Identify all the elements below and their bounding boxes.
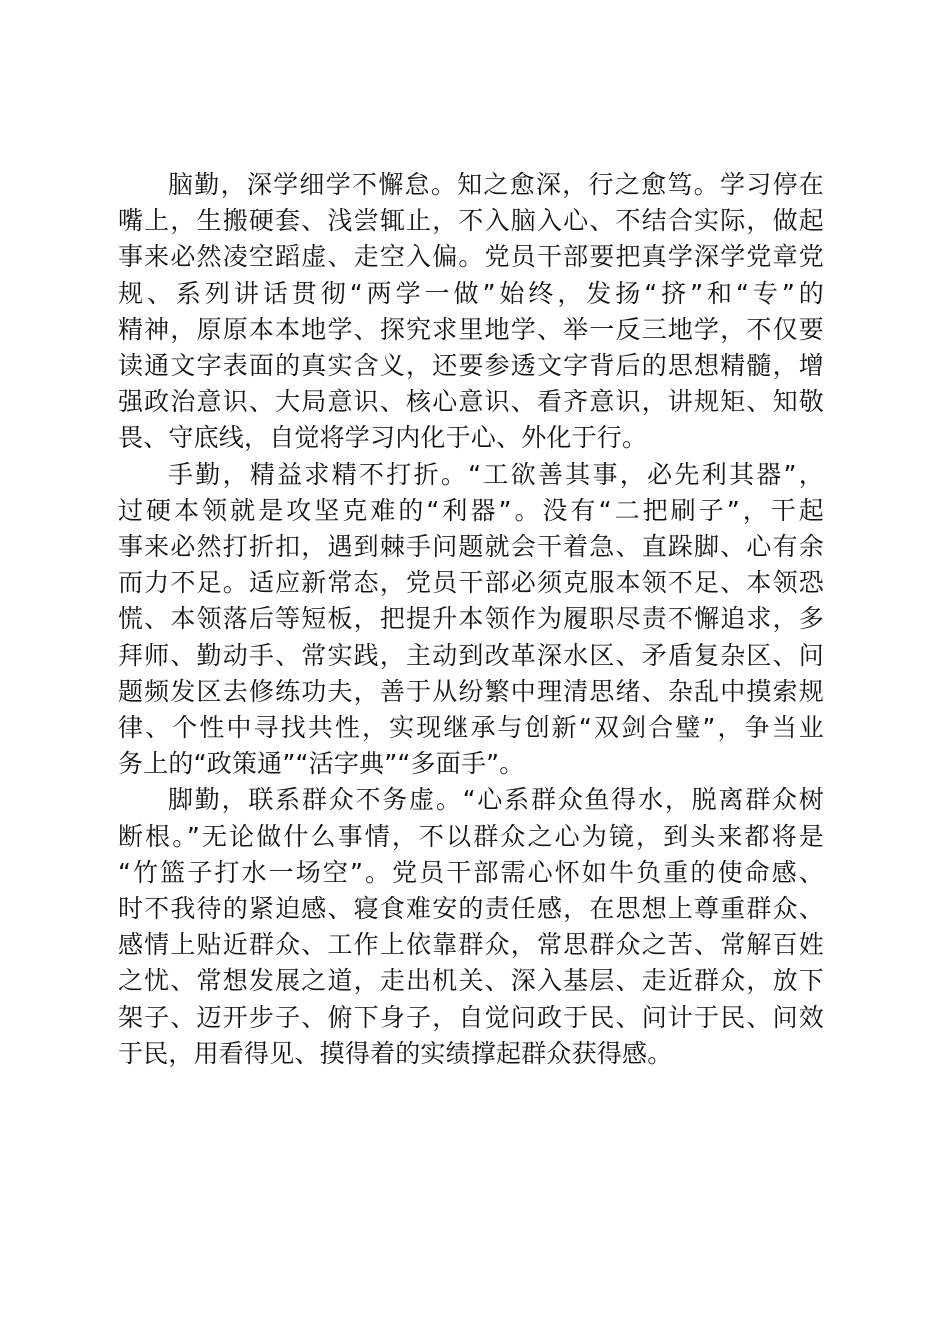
text-line: 事来必然凌空蹈虚、走空入偏。党员干部要把真学深学党章党 <box>118 242 824 272</box>
text-line: 精神，原原本本地学、探究求里地学、举一反三地学，不仅要 <box>118 314 824 344</box>
text-line: 之忧、常想发展之道，走出机关、深入基层、走近群众，放下 <box>118 966 824 996</box>
text-line: 慌、本领落后等短板，把提升本领作为履职尽责不懈追求，多 <box>118 604 824 634</box>
document-body <box>118 167 824 1072</box>
text-line: 感情上贴近群众、工作上依靠群众，常思群众之苦、常解百姓 <box>118 930 824 960</box>
text-line: 强政治意识、大局意识、核心意识、看齐意识，讲规矩、知敬 <box>118 387 824 417</box>
text-line: 脚勤，联系群众不务虚。“心系群众鱼得水，脱离群众树 <box>168 785 824 815</box>
text-line: 而力不足。适应新常态，党员干部必须克服本领不足、本领恐 <box>118 568 824 598</box>
text-line: 事来必然打折扣，遇到棘手问题就会干着急、直跺脚、心有余 <box>118 532 824 562</box>
paragraph-hands <box>118 457 824 783</box>
text-line: 架子、迈开步子、俯下身子，自觉问政于民、问计于民、问效 <box>118 1002 824 1032</box>
text-line: 手勤，精益求精不打折。“工欲善其事，必先利其器”， <box>168 459 824 489</box>
text-line: 脑勤，深学细学不懈怠。知之愈深，行之愈笃。学习停在 <box>168 170 824 199</box>
text-line: 务上的“政策通”“活字典”“多面手”。 <box>118 749 525 779</box>
text-line: 断根。”无论做什么事情，不以群众之心为镜，到头来都将是 <box>118 821 824 851</box>
paragraph-brain <box>118 167 824 457</box>
text-line: “竹篮子打水一场空”。党员干部需心怀如牛负重的使命感、 <box>118 857 824 887</box>
paragraph-feet <box>118 782 824 1072</box>
text-line: 过硬本领就是攻坚克难的“利器”。没有“二把刷子”，干起 <box>118 495 824 525</box>
text-line: 律、个性中寻找共性，实现继承与创新“双剑合璧”，争当业 <box>118 713 824 743</box>
text-line: 嘴上，生搬硬套、浅尝辄止，不入脑入心、不结合实际，做起 <box>118 206 824 236</box>
text-line: 规、系列讲话贯彻“两学一做”始终，发扬“挤”和“专”的 <box>118 278 824 308</box>
text-line: 题频发区去修练功夫，善于从纷繁中理清思绪、杂乱中摸索规 <box>118 676 824 706</box>
text-line: 于民，用看得见、摸得着的实绩撑起群众获得感。 <box>118 1038 673 1068</box>
text-line: 畏、守底线，自觉将学习内化于心、外化于行。 <box>118 423 648 453</box>
text-line: 拜师、勤动手、常实践，主动到改革深水区、矛盾复杂区、问 <box>118 640 824 670</box>
text-line: 读通文字表面的真实含义，还要参透文字背后的思想精髓，增 <box>118 351 824 381</box>
text-line: 时不我待的紧迫感、寝食难安的责任感，在思想上尊重群众、 <box>118 894 824 924</box>
